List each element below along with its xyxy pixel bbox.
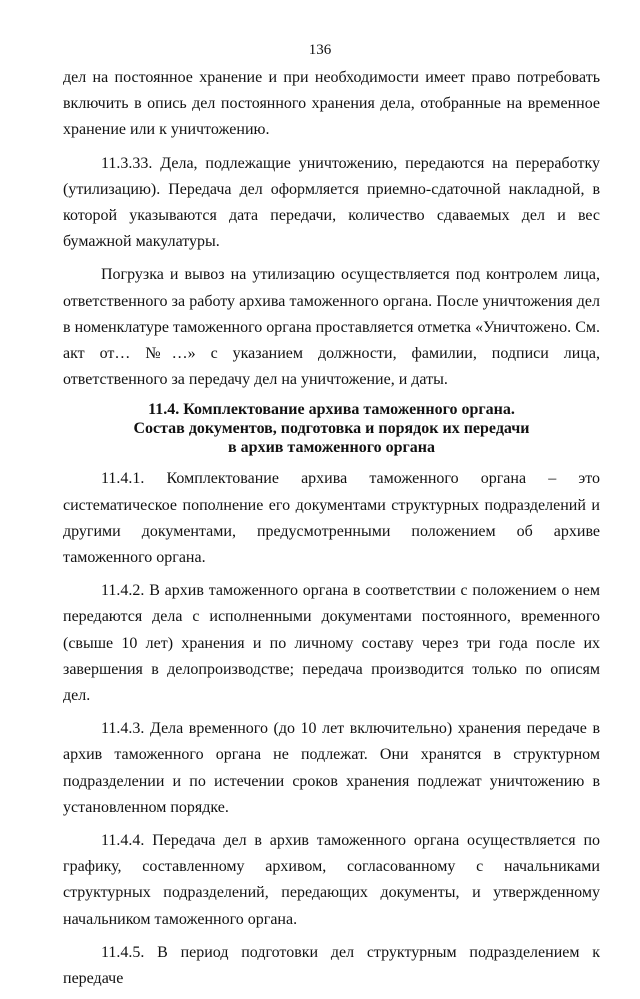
- section-heading-line: в архив таможенного органа: [228, 439, 435, 457]
- page-number: 136: [308, 42, 332, 58]
- paragraph-11-4-4: 11.4.4. Передача дел в архив таможенного органа осуществляется по графику, составленному архивом, согласованному с начальниками структурных подразделений, передающих документы, и утвержденному начальником таможенного органа.: [63, 832, 600, 928]
- paragraph-11-3-33: 11.3.33. Дела, подлежащие уничтожению, передаются на переработку (утилизацию). Передача дел оформляется приемно-сдаточной накладной, в которой указываются дата передачи, количество сдаваемых дел и вес бумажной макулатуры.: [63, 154, 600, 251]
- paragraph-11-4-1: 11.4.1. Комплектование архива таможенного органа – это систематическое пополнение его документами структурных подразделений и другими документами, предусмотренными положением об архиве таможенного органа.: [63, 470, 600, 567]
- section-heading-line: 11.4. Комплектование архива таможенного органа.: [148, 401, 515, 419]
- section-heading-11-4: [63, 400, 600, 457]
- paragraph-11-4-5: 11.4.5. В период подготовки дел структурным подразделением к передаче: [63, 943, 600, 988]
- paragraph-11-4-2: 11.4.2. В архив таможенного органа в соответствии с положением о нем передаются дела с исполненными документами постоянного, временного (свыше 10 лет) хранения и по личному составу через три года после их завершения в делопроизводстве; передача производится только по описям дел.: [63, 582, 600, 705]
- paragraph-continuation: дел на постоянное хранение и при необходимости имеет право потребовать включить в опись дел постоянного хранения дела, отобранные на временное хранение или к уничтожению.: [63, 69, 600, 139]
- paragraph-11-4-3: 11.4.3. Дела временного (до 10 лет включительно) хранения передаче в архив таможенного органа не подлежат. Они хранятся в структурном подразделении и по истечении сроков хранения подлежат уничтожению в установленном порядке.: [63, 720, 600, 816]
- paragraph-destruction-control: Погрузка и вывоз на утилизацию осуществляется под контролем лица, ответственного за работу архива таможенного органа. После уничтожения дел в номенклатуре таможенного органа проставляется отметка «Уничтожено. См. акт от… №…» с указанием должности, фамилии, подписи лица, ответственного за передачу дел на уничтожение, и даты.: [63, 266, 600, 389]
- section-heading-line: Состав документов, подготовка и порядок их передачи: [133, 420, 530, 438]
- page-body: [63, 65, 600, 999]
